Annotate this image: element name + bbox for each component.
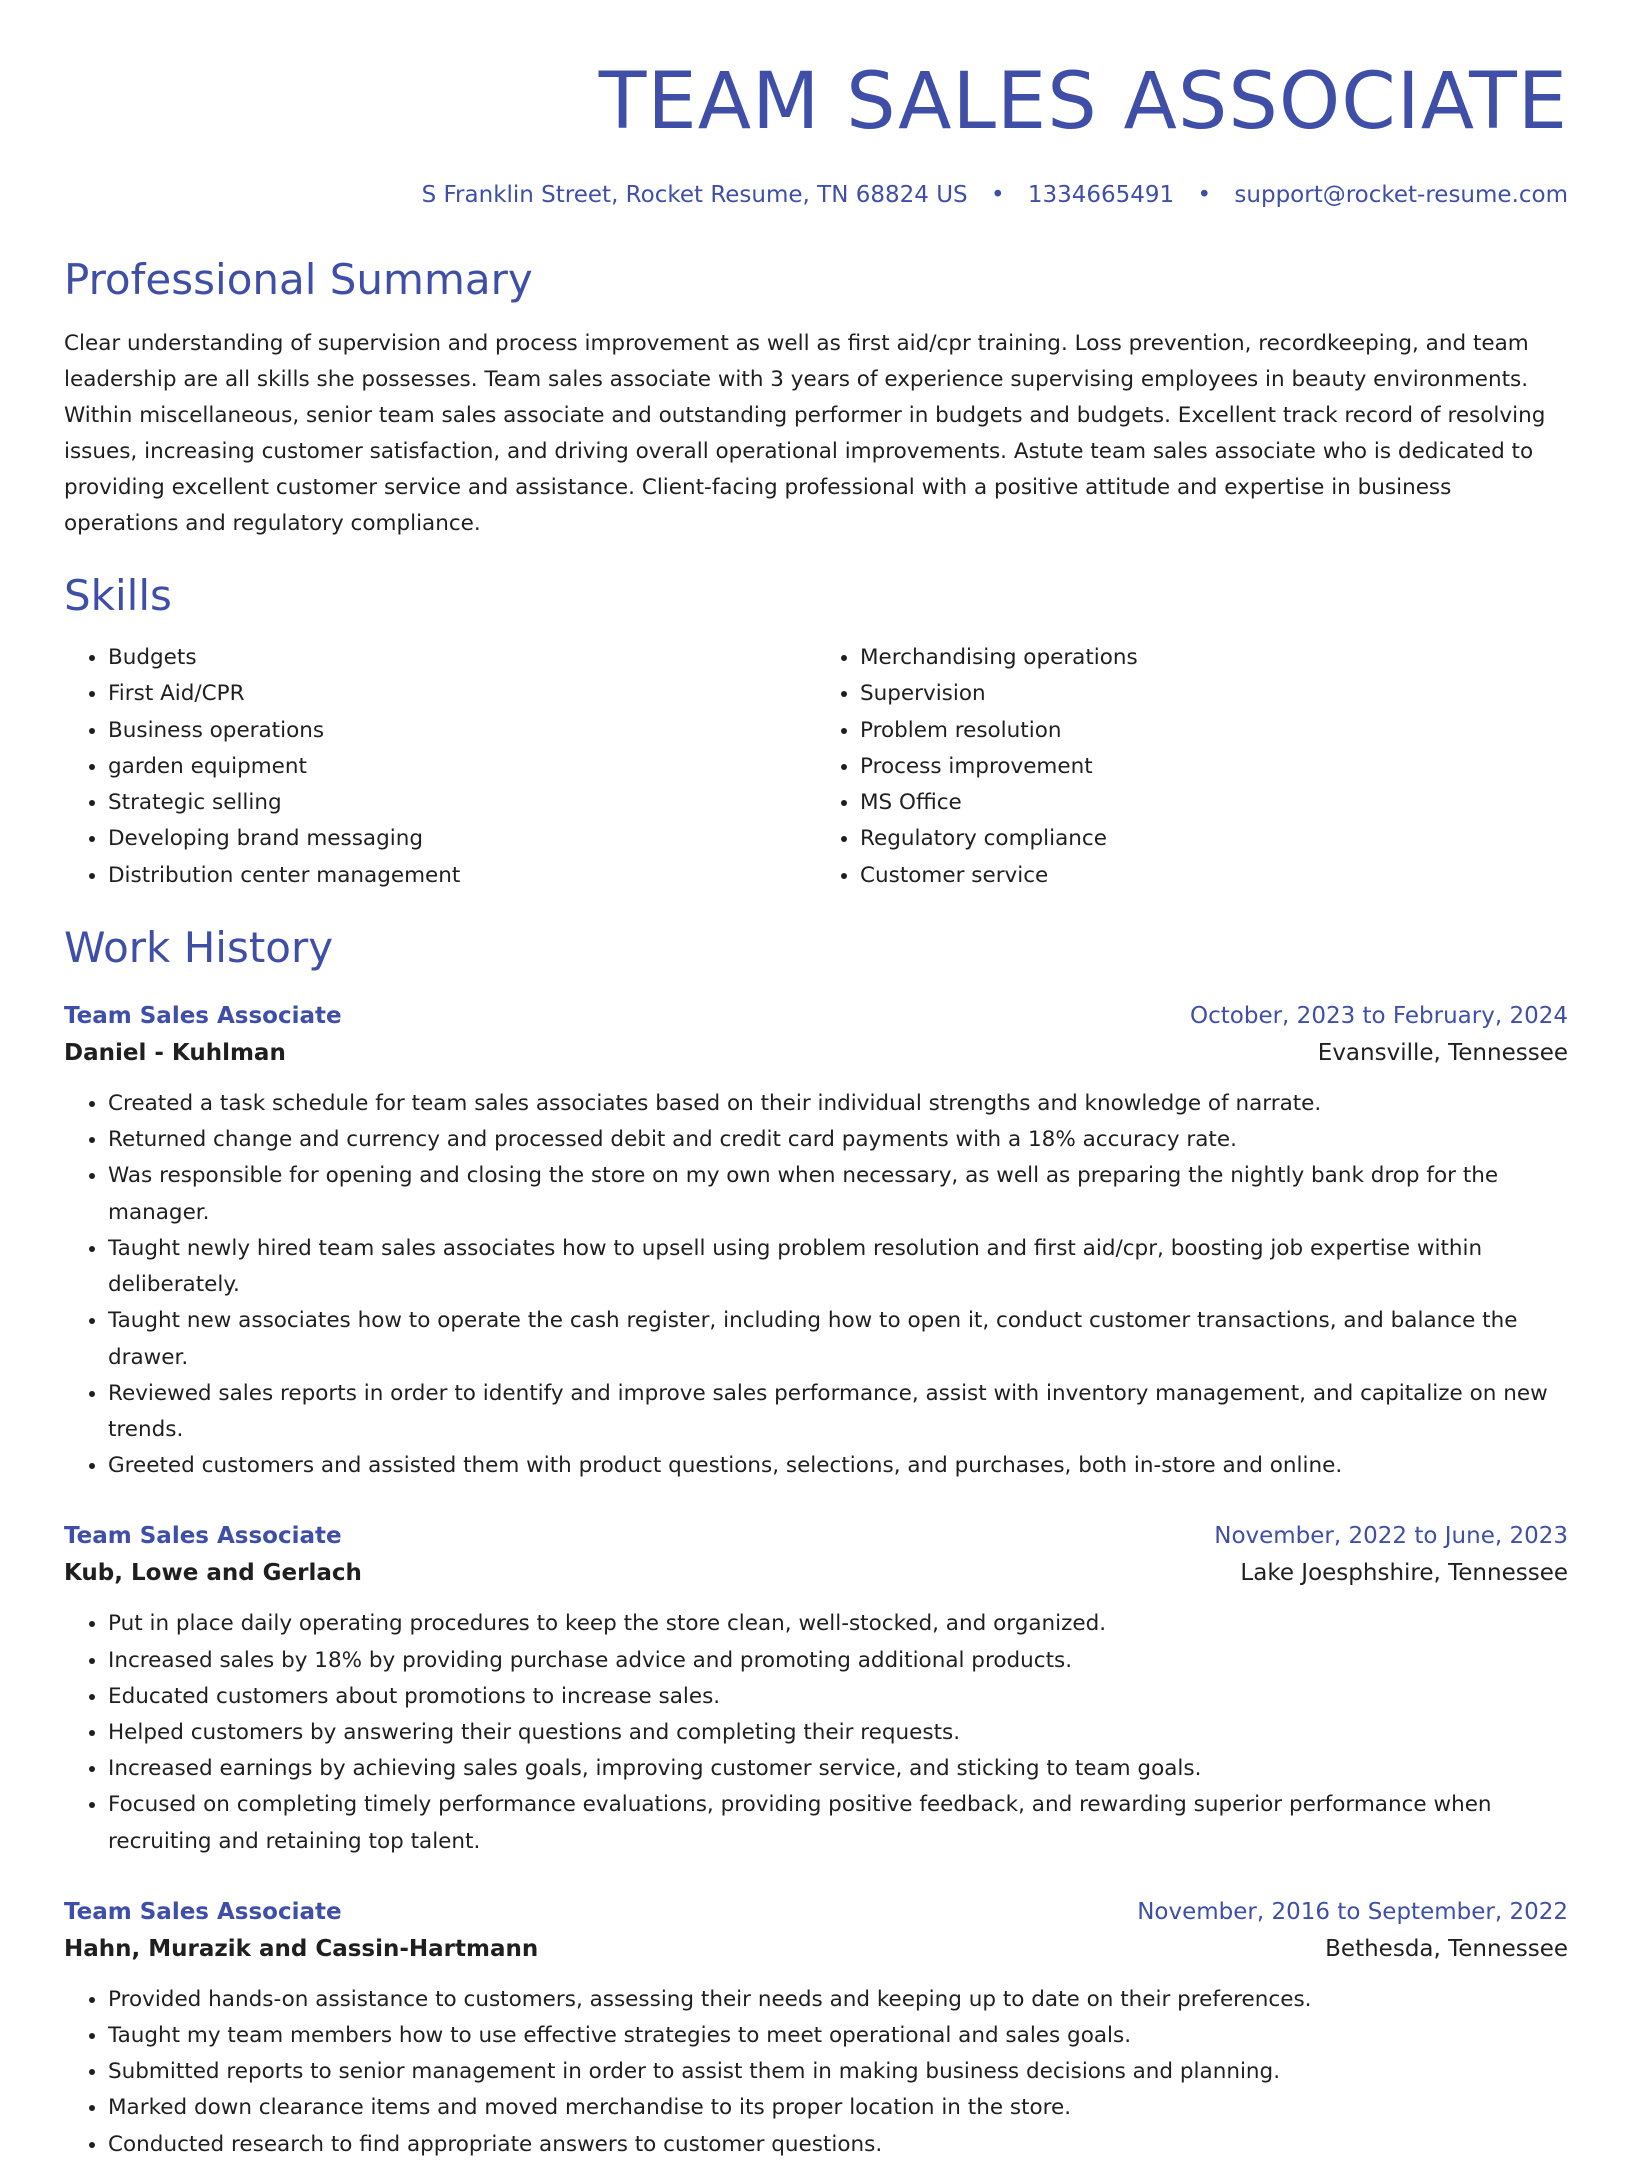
job-bullet: • Helped customers by answering their questions and completing their requests. xyxy=(108,1715,1568,1751)
job-bullet: • Created a task schedule for team sales associates based on their individual strengths and knowledge of narrate. xyxy=(108,1086,1568,1122)
contact-separator: • xyxy=(1197,182,1212,208)
contact-phone: 1334665491 xyxy=(1027,182,1175,208)
job-bullet: • Marked down clearance items and moved merchandise to its proper location in the store. xyxy=(108,2090,1568,2126)
job-company: Kub, Lowe and Gerlach xyxy=(64,1560,362,1587)
job-title: Team Sales Associate xyxy=(64,1898,342,1925)
job-title: Team Sales Associate xyxy=(64,1523,342,1550)
job-dates: November, 2016 to September, 2022 xyxy=(1137,1898,1568,1925)
job-bullet: • Conducted research to find appropriate answers to customer questions. xyxy=(108,2127,1568,2163)
job-bullet: • Taught new associates how to operate the cash register, including how to open it, conduct customer transactions, and balance the drawer. xyxy=(108,1303,1568,1375)
job-dates: October, 2023 to February, 2024 xyxy=(1190,1003,1568,1030)
job-bullets xyxy=(64,1606,1568,1859)
skill-item: • Strategic selling xyxy=(108,785,816,821)
job-bullet: • Taught my team members how to use effective strategies to meet operational and sales goals. xyxy=(108,2018,1568,2054)
skill-item: • garden equipment xyxy=(108,749,816,785)
skill-item: • MS Office xyxy=(860,785,1568,821)
job-bullet: • Focused on completing timely performance evaluations, providing positive feedback, and rewarding superior performance when recruiting and retaining top talent. xyxy=(108,1787,1568,1859)
job-bullet: • Greeted customers and assisted them with product questions, selections, and purchases, both in-store and online. xyxy=(108,1448,1568,1484)
job-bullet: • Was responsible for opening and closing the store on my own when necessary, as well as preparing the nightly bank drop for the manager. xyxy=(108,1158,1568,1230)
skill-item: • Budgets xyxy=(108,640,816,676)
job-location: Bethesda, Tennessee xyxy=(1325,1935,1568,1962)
skills-heading: Skills xyxy=(64,571,172,620)
job-location: Lake Joesphshire, Tennessee xyxy=(1240,1560,1568,1587)
job-bullet: • Submitted reports to senior management in order to assist them in making business decisions and planning. xyxy=(108,2054,1568,2090)
skill-item: • Merchandising operations xyxy=(860,640,1568,676)
skills-column-right xyxy=(816,640,1568,894)
resume-title: TEAM SALES ASSOCIATE xyxy=(598,57,1568,147)
contact-separator: • xyxy=(990,182,1005,208)
job-header-row xyxy=(64,1894,1568,1930)
job-bullet: • Returned change and currency and processed debit and credit card payments with a 18% accuracy rate. xyxy=(108,1122,1568,1158)
skill-item: • Problem resolution xyxy=(860,713,1568,749)
job-employer-row xyxy=(64,1554,1568,1592)
job-bullet: • Educated customers about promotions to increase sales. xyxy=(108,1679,1568,1715)
contact-email: support@rocket-resume.com xyxy=(1234,182,1568,208)
summary-heading: Professional Summary xyxy=(64,255,533,304)
job-bullet: • Increased sales by 18% by providing purchase advice and promoting additional products. xyxy=(108,1643,1568,1679)
skill-item: • Distribution center management xyxy=(108,858,816,894)
job-title: Team Sales Associate xyxy=(64,1003,342,1030)
job-employer-row xyxy=(64,1034,1568,1072)
job-bullets xyxy=(64,1982,1568,2163)
summary-text: Clear understanding of supervision and process improvement as well as first aid/cpr training. Loss prevention, recordkeeping, and team leadership are all skills she possesses. Team sales associate with 3 years of experience supervising employees in beauty environments. Within miscellaneous, senior team sales associate and outstanding performer in budgets and budgets. Excellent track record of resolving issues, increasing customer satisfaction, and driving overall operational improvements. Astute team sales associate who is dedicated to providing excellent customer service and assistance. Client-facing professional with a positive attitude and expertise in business operations and regulatory compliance. xyxy=(64,331,1546,536)
job-entry xyxy=(64,1518,1568,1859)
skill-item: • Customer service xyxy=(860,858,1568,894)
job-bullet: • Taught newly hired team sales associates how to upsell using problem resolution and first aid/cpr, boosting job expertise within deliberately. xyxy=(108,1231,1568,1303)
skill-item: • Business operations xyxy=(108,713,816,749)
job-header-row xyxy=(64,998,1568,1034)
skills-list xyxy=(64,640,1568,894)
skill-item: • Developing brand messaging xyxy=(108,821,816,857)
job-bullets xyxy=(64,1086,1568,1484)
job-entry xyxy=(64,1894,1568,2163)
skills-column-left xyxy=(64,640,816,894)
job-dates: November, 2022 to June, 2023 xyxy=(1214,1523,1568,1550)
job-entry xyxy=(64,998,1568,1484)
job-employer-row xyxy=(64,1930,1568,1968)
contact-line xyxy=(64,182,1568,208)
job-bullet: • Put in place daily operating procedures to keep the store clean, well-stocked, and organized. xyxy=(108,1606,1568,1642)
skill-item: • First Aid/CPR xyxy=(108,676,816,712)
skill-item: • Regulatory compliance xyxy=(860,821,1568,857)
job-company: Hahn, Murazik and Cassin-Hartmann xyxy=(64,1935,539,1962)
job-bullet: • Increased earnings by achieving sales goals, improving customer service, and sticking to team goals. xyxy=(108,1751,1568,1787)
job-bullet: • Reviewed sales reports in order to identify and improve sales performance, assist with inventory management, and capitalize on new trends. xyxy=(108,1376,1568,1448)
contact-address: S Franklin Street, Rocket Resume, TN 68824 US xyxy=(421,182,968,208)
job-location: Evansville, Tennessee xyxy=(1317,1040,1568,1067)
work-history-heading: Work History xyxy=(64,923,334,973)
skill-item: • Process improvement xyxy=(860,749,1568,785)
skill-item: • Supervision xyxy=(860,676,1568,712)
job-header-row xyxy=(64,1518,1568,1554)
job-bullet: • Provided hands-on assistance to customers, assessing their needs and keeping up to date on their preferences. xyxy=(108,1982,1568,2018)
job-company: Daniel - Kuhlman xyxy=(64,1040,286,1067)
